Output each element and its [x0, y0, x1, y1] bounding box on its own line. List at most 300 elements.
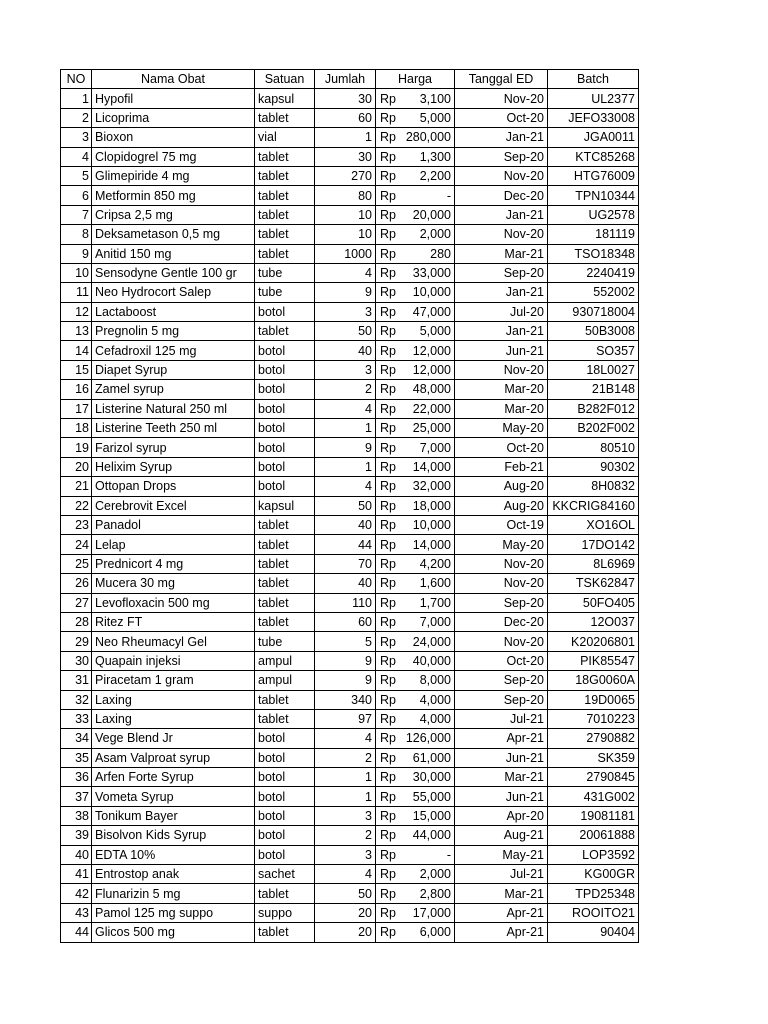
row-harga: 2,000 [403, 865, 455, 884]
row-harga: 5,000 [403, 322, 455, 341]
row-currency: Rp [376, 302, 403, 321]
row-harga: 280 [403, 244, 455, 263]
row-batch: HTG76009 [548, 166, 639, 185]
header-no: NO [61, 70, 92, 89]
row-batch: 8H0832 [548, 477, 639, 496]
row-jumlah: 40 [315, 574, 376, 593]
row-satuan: botol [255, 380, 315, 399]
row-tanggal-ed: Nov-20 [455, 89, 548, 108]
row-batch: 90404 [548, 923, 639, 942]
row-batch: 19081181 [548, 806, 639, 825]
row-satuan: tablet [255, 690, 315, 709]
table-row [61, 884, 639, 903]
row-nama-obat: EDTA 10% [92, 845, 255, 864]
row-nama-obat: Mucera 30 mg [92, 574, 255, 593]
row-nama-obat: Vege Blend Jr [92, 729, 255, 748]
row-jumlah: 4 [315, 865, 376, 884]
row-batch: 80510 [548, 438, 639, 457]
row-nama-obat: Cripsa 2,5 mg [92, 205, 255, 224]
row-no: 18 [61, 419, 92, 438]
row-satuan: botol [255, 748, 315, 767]
row-nama-obat: Deksametason 0,5 mg [92, 225, 255, 244]
row-currency: Rp [376, 147, 403, 166]
row-satuan: tablet [255, 535, 315, 554]
row-tanggal-ed: Mar-21 [455, 768, 548, 787]
row-tanggal-ed: Jul-21 [455, 709, 548, 728]
row-batch: SO357 [548, 341, 639, 360]
row-tanggal-ed: Sep-20 [455, 593, 548, 612]
row-tanggal-ed: Jul-21 [455, 865, 548, 884]
row-jumlah: 40 [315, 515, 376, 534]
row-no: 15 [61, 360, 92, 379]
row-satuan: tablet [255, 709, 315, 728]
row-batch: ROOITO21 [548, 903, 639, 922]
row-tanggal-ed: Sep-20 [455, 690, 548, 709]
row-tanggal-ed: Aug-20 [455, 496, 548, 515]
row-nama-obat: Glicos 500 mg [92, 923, 255, 942]
row-batch: 2240419 [548, 263, 639, 282]
row-nama-obat: Pregnolin 5 mg [92, 322, 255, 341]
row-harga: 2,800 [403, 884, 455, 903]
row-nama-obat: Diapet Syrup [92, 360, 255, 379]
row-harga: - [403, 845, 455, 864]
row-harga: 40,000 [403, 651, 455, 670]
row-jumlah: 9 [315, 438, 376, 457]
row-jumlah: 4 [315, 477, 376, 496]
row-nama-obat: Listerine Teeth 250 ml [92, 419, 255, 438]
table-row [61, 419, 639, 438]
row-harga: 24,000 [403, 632, 455, 651]
row-no: 22 [61, 496, 92, 515]
row-no: 36 [61, 768, 92, 787]
row-currency: Rp [376, 574, 403, 593]
table-row [61, 108, 639, 127]
row-no: 3 [61, 128, 92, 147]
row-harga: 48,000 [403, 380, 455, 399]
row-currency: Rp [376, 593, 403, 612]
table-row [61, 535, 639, 554]
row-no: 8 [61, 225, 92, 244]
row-nama-obat: Laxing [92, 690, 255, 709]
row-harga: 61,000 [403, 748, 455, 767]
row-jumlah: 1 [315, 419, 376, 438]
row-tanggal-ed: Jun-21 [455, 748, 548, 767]
row-batch: 18L0027 [548, 360, 639, 379]
row-harga: 6,000 [403, 923, 455, 942]
row-harga: 8,000 [403, 671, 455, 690]
row-nama-obat: Tonikum Bayer [92, 806, 255, 825]
row-tanggal-ed: Dec-20 [455, 186, 548, 205]
row-jumlah: 80 [315, 186, 376, 205]
row-harga: 4,000 [403, 709, 455, 728]
table-row [61, 477, 639, 496]
row-batch: 930718004 [548, 302, 639, 321]
row-no: 30 [61, 651, 92, 670]
row-batch: JGA0011 [548, 128, 639, 147]
row-currency: Rp [376, 399, 403, 418]
row-no: 1 [61, 89, 92, 108]
row-jumlah: 2 [315, 380, 376, 399]
row-harga: 7,000 [403, 438, 455, 457]
row-tanggal-ed: Apr-21 [455, 923, 548, 942]
row-satuan: kapsul [255, 496, 315, 515]
row-currency: Rp [376, 729, 403, 748]
row-tanggal-ed: May-20 [455, 419, 548, 438]
row-batch: SK359 [548, 748, 639, 767]
row-jumlah: 4 [315, 263, 376, 282]
row-no: 34 [61, 729, 92, 748]
row-nama-obat: Licoprima [92, 108, 255, 127]
table-row [61, 341, 639, 360]
row-tanggal-ed: Jan-21 [455, 205, 548, 224]
row-no: 14 [61, 341, 92, 360]
row-batch: UG2578 [548, 205, 639, 224]
row-satuan: botol [255, 360, 315, 379]
row-nama-obat: Ritez FT [92, 612, 255, 631]
row-currency: Rp [376, 205, 403, 224]
row-nama-obat: Clopidogrel 75 mg [92, 147, 255, 166]
row-currency: Rp [376, 283, 403, 302]
row-satuan: botol [255, 787, 315, 806]
row-batch: B282F012 [548, 399, 639, 418]
row-batch: KG00GR [548, 865, 639, 884]
row-satuan: botol [255, 845, 315, 864]
row-harga: 15,000 [403, 806, 455, 825]
row-jumlah: 40 [315, 341, 376, 360]
row-currency: Rp [376, 709, 403, 728]
row-jumlah: 20 [315, 903, 376, 922]
row-jumlah: 10 [315, 225, 376, 244]
row-no: 20 [61, 457, 92, 476]
table-row [61, 263, 639, 282]
row-tanggal-ed: Jun-21 [455, 341, 548, 360]
row-batch: TSO18348 [548, 244, 639, 263]
table-row [61, 360, 639, 379]
row-nama-obat: Sensodyne Gentle 100 gr [92, 263, 255, 282]
row-nama-obat: Entrostop anak [92, 865, 255, 884]
row-harga: 280,000 [403, 128, 455, 147]
row-jumlah: 9 [315, 651, 376, 670]
table-row [61, 865, 639, 884]
row-no: 44 [61, 923, 92, 942]
row-no: 40 [61, 845, 92, 864]
row-batch: 181119 [548, 225, 639, 244]
row-no: 42 [61, 884, 92, 903]
row-currency: Rp [376, 748, 403, 767]
row-currency: Rp [376, 787, 403, 806]
table-row [61, 399, 639, 418]
row-satuan: botol [255, 477, 315, 496]
table-row [61, 89, 639, 108]
table-row [61, 729, 639, 748]
row-jumlah: 60 [315, 612, 376, 631]
header-tanggal-ed: Tanggal ED [455, 70, 548, 89]
table-row [61, 632, 639, 651]
row-jumlah: 5 [315, 632, 376, 651]
row-tanggal-ed: May-21 [455, 845, 548, 864]
row-currency: Rp [376, 612, 403, 631]
row-nama-obat: Asam Valproat syrup [92, 748, 255, 767]
row-no: 31 [61, 671, 92, 690]
row-jumlah: 30 [315, 147, 376, 166]
row-jumlah: 10 [315, 205, 376, 224]
row-harga: 3,100 [403, 89, 455, 108]
row-nama-obat: Cerebrovit Excel [92, 496, 255, 515]
row-jumlah: 4 [315, 399, 376, 418]
row-batch: TPD25348 [548, 884, 639, 903]
row-harga: 7,000 [403, 612, 455, 631]
row-harga: - [403, 186, 455, 205]
row-tanggal-ed: Nov-20 [455, 166, 548, 185]
row-currency: Rp [376, 768, 403, 787]
row-batch: JEFO33008 [548, 108, 639, 127]
row-harga: 12,000 [403, 360, 455, 379]
row-tanggal-ed: Oct-20 [455, 651, 548, 670]
row-satuan: botol [255, 302, 315, 321]
table-row [61, 322, 639, 341]
row-batch: 2790882 [548, 729, 639, 748]
row-no: 7 [61, 205, 92, 224]
row-no: 33 [61, 709, 92, 728]
row-batch: PIK85547 [548, 651, 639, 670]
row-nama-obat: Zamel syrup [92, 380, 255, 399]
row-jumlah: 4 [315, 729, 376, 748]
row-no: 43 [61, 903, 92, 922]
table-row [61, 166, 639, 185]
row-jumlah: 70 [315, 554, 376, 573]
row-satuan: tablet [255, 923, 315, 942]
row-no: 35 [61, 748, 92, 767]
row-nama-obat: Hypofil [92, 89, 255, 108]
row-jumlah: 3 [315, 845, 376, 864]
row-tanggal-ed: Oct-20 [455, 438, 548, 457]
row-no: 37 [61, 787, 92, 806]
row-no: 11 [61, 283, 92, 302]
row-batch: 21B148 [548, 380, 639, 399]
table-row [61, 128, 639, 147]
row-currency: Rp [376, 380, 403, 399]
row-nama-obat: Panadol [92, 515, 255, 534]
row-satuan: botol [255, 457, 315, 476]
row-currency: Rp [376, 690, 403, 709]
row-harga: 1,700 [403, 593, 455, 612]
row-batch: LOP3592 [548, 845, 639, 864]
row-jumlah: 340 [315, 690, 376, 709]
row-jumlah: 60 [315, 108, 376, 127]
row-nama-obat: Glimepiride 4 mg [92, 166, 255, 185]
row-harga: 18,000 [403, 496, 455, 515]
row-batch: 552002 [548, 283, 639, 302]
row-tanggal-ed: Feb-21 [455, 457, 548, 476]
row-tanggal-ed: Dec-20 [455, 612, 548, 631]
row-nama-obat: Listerine Natural 250 ml [92, 399, 255, 418]
row-batch: 7010223 [548, 709, 639, 728]
row-jumlah: 2 [315, 748, 376, 767]
table-row [61, 457, 639, 476]
row-satuan: tablet [255, 186, 315, 205]
row-batch: 50B3008 [548, 322, 639, 341]
table-row [61, 554, 639, 573]
row-jumlah: 1 [315, 768, 376, 787]
row-no: 17 [61, 399, 92, 418]
table-row [61, 593, 639, 612]
row-satuan: tablet [255, 166, 315, 185]
table-row [61, 225, 639, 244]
row-jumlah: 97 [315, 709, 376, 728]
table-row [61, 186, 639, 205]
row-harga: 12,000 [403, 341, 455, 360]
table-row [61, 244, 639, 263]
table-row [61, 205, 639, 224]
row-harga: 30,000 [403, 768, 455, 787]
row-harga: 10,000 [403, 515, 455, 534]
row-batch: 50FO405 [548, 593, 639, 612]
table-body [61, 89, 639, 942]
row-nama-obat: Neo Rheumacyl Gel [92, 632, 255, 651]
row-harga: 17,000 [403, 903, 455, 922]
row-currency: Rp [376, 496, 403, 515]
row-currency: Rp [376, 360, 403, 379]
row-harga: 14,000 [403, 457, 455, 476]
row-jumlah: 110 [315, 593, 376, 612]
row-no: 24 [61, 535, 92, 554]
row-jumlah: 20 [315, 923, 376, 942]
row-tanggal-ed: Nov-20 [455, 360, 548, 379]
row-no: 9 [61, 244, 92, 263]
row-jumlah: 9 [315, 671, 376, 690]
row-satuan: tablet [255, 205, 315, 224]
row-batch: TSK62847 [548, 574, 639, 593]
row-satuan: botol [255, 438, 315, 457]
table-row [61, 612, 639, 631]
row-satuan: tablet [255, 574, 315, 593]
row-currency: Rp [376, 884, 403, 903]
row-tanggal-ed: Apr-21 [455, 903, 548, 922]
table-row [61, 515, 639, 534]
row-satuan: botol [255, 419, 315, 438]
table-row [61, 845, 639, 864]
header-row [61, 70, 639, 89]
row-harga: 1,600 [403, 574, 455, 593]
row-harga: 5,000 [403, 108, 455, 127]
row-batch: 20061888 [548, 826, 639, 845]
table-row [61, 787, 639, 806]
row-harga: 20,000 [403, 205, 455, 224]
row-tanggal-ed: Mar-20 [455, 380, 548, 399]
row-no: 32 [61, 690, 92, 709]
row-no: 10 [61, 263, 92, 282]
row-satuan: tube [255, 283, 315, 302]
row-no: 16 [61, 380, 92, 399]
header-harga: Harga [376, 70, 455, 89]
row-currency: Rp [376, 865, 403, 884]
row-no: 12 [61, 302, 92, 321]
row-no: 25 [61, 554, 92, 573]
row-currency: Rp [376, 826, 403, 845]
row-satuan: suppo [255, 903, 315, 922]
row-currency: Rp [376, 128, 403, 147]
row-nama-obat: Ottopan Drops [92, 477, 255, 496]
row-harga: 47,000 [403, 302, 455, 321]
row-jumlah: 30 [315, 89, 376, 108]
row-no: 6 [61, 186, 92, 205]
row-batch: K20206801 [548, 632, 639, 651]
row-nama-obat: Laxing [92, 709, 255, 728]
row-satuan: botol [255, 768, 315, 787]
row-no: 23 [61, 515, 92, 534]
row-nama-obat: Piracetam 1 gram [92, 671, 255, 690]
table-row [61, 671, 639, 690]
row-satuan: botol [255, 399, 315, 418]
table-row [61, 903, 639, 922]
row-currency: Rp [376, 457, 403, 476]
row-no: 38 [61, 806, 92, 825]
row-nama-obat: Lelap [92, 535, 255, 554]
row-currency: Rp [376, 166, 403, 185]
table-row [61, 748, 639, 767]
row-nama-obat: Lactaboost [92, 302, 255, 321]
row-jumlah: 50 [315, 322, 376, 341]
row-currency: Rp [376, 671, 403, 690]
row-satuan: tablet [255, 244, 315, 263]
row-batch: 17DO142 [548, 535, 639, 554]
row-no: 27 [61, 593, 92, 612]
row-currency: Rp [376, 438, 403, 457]
row-currency: Rp [376, 186, 403, 205]
row-harga: 33,000 [403, 263, 455, 282]
row-satuan: tablet [255, 612, 315, 631]
table-row [61, 826, 639, 845]
row-currency: Rp [376, 535, 403, 554]
row-nama-obat: Flunarizin 5 mg [92, 884, 255, 903]
row-satuan: tablet [255, 593, 315, 612]
row-batch: 2790845 [548, 768, 639, 787]
row-currency: Rp [376, 477, 403, 496]
row-nama-obat: Neo Hydrocort Salep [92, 283, 255, 302]
row-tanggal-ed: Apr-20 [455, 806, 548, 825]
row-satuan: tablet [255, 147, 315, 166]
row-satuan: ampul [255, 651, 315, 670]
row-nama-obat: Levofloxacin 500 mg [92, 593, 255, 612]
row-jumlah: 1 [315, 787, 376, 806]
row-currency: Rp [376, 89, 403, 108]
row-nama-obat: Quapain injeksi [92, 651, 255, 670]
row-tanggal-ed: Jan-21 [455, 283, 548, 302]
row-harga: 1,300 [403, 147, 455, 166]
table-row [61, 380, 639, 399]
row-nama-obat: Cefadroxil 125 mg [92, 341, 255, 360]
row-no: 39 [61, 826, 92, 845]
table-row [61, 283, 639, 302]
row-tanggal-ed: Oct-20 [455, 108, 548, 127]
row-satuan: tablet [255, 322, 315, 341]
row-harga: 10,000 [403, 283, 455, 302]
row-satuan: kapsul [255, 89, 315, 108]
medicine-inventory-table [60, 69, 639, 943]
row-currency: Rp [376, 225, 403, 244]
row-nama-obat: Helixim Syrup [92, 457, 255, 476]
row-tanggal-ed: Mar-20 [455, 399, 548, 418]
table-row [61, 690, 639, 709]
row-nama-obat: Arfen Forte Syrup [92, 768, 255, 787]
header-batch: Batch [548, 70, 639, 89]
row-harga: 32,000 [403, 477, 455, 496]
row-harga: 126,000 [403, 729, 455, 748]
row-harga: 44,000 [403, 826, 455, 845]
row-tanggal-ed: Nov-20 [455, 632, 548, 651]
row-no: 41 [61, 865, 92, 884]
row-tanggal-ed: Nov-20 [455, 554, 548, 573]
